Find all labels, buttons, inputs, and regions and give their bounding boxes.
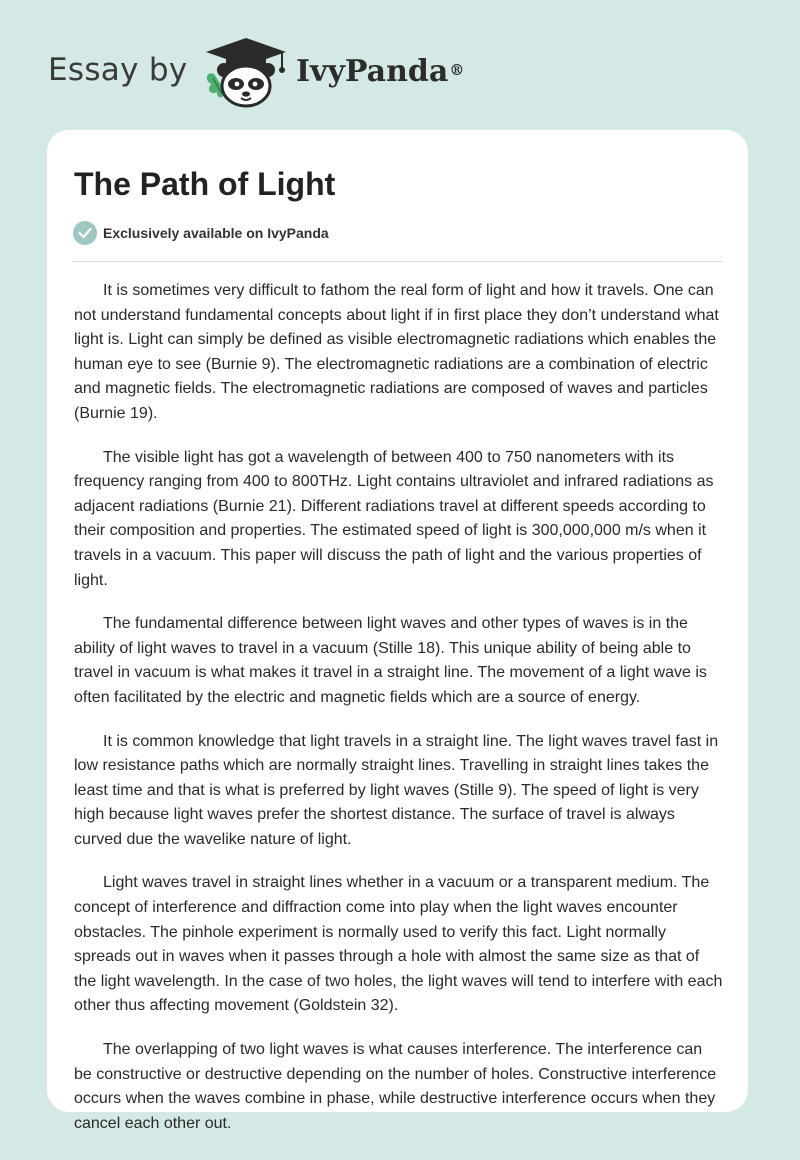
divider: [73, 261, 723, 262]
site-header: [0, 0, 800, 120]
panda-logo-icon[interactable]: [200, 34, 292, 108]
paragraph: It is common knowledge that light travels in a straight line. The light waves travel fast in low resistance paths which are normally straight lines. Travelling in straight lines takes the least time and that is what is preferred by light waves (Stille 9). The speed of light is very high because light waves prefer the shortest distance. The surface of travel is always curved due the wavelike nature of light.: [74, 732, 719, 848]
exclusive-badge: [73, 221, 329, 245]
check-icon: [73, 221, 97, 245]
paragraph: The overlapping of two light waves is what causes interference. The interference can be constructive or destructive depending on the number of holes. Constructive interference occurs when the waves combine in phase, while destructive interference occurs when they cancel each other out.: [74, 1041, 717, 1132]
essay-body: [74, 279, 724, 1155]
exclusive-badge-label: Exclusively available on IvyPanda: [103, 225, 329, 241]
panda-face-icon: [217, 63, 275, 106]
brand-name[interactable]: [296, 52, 464, 92]
paragraph: It is sometimes very difficult to fathom the real form of light and how it travels. One can not understand fundamental concepts about light if in first place they don’t understand what light is. Light can simply be defined as visible electromagnetic radiations which enables the human eye to see (Burnie 9). The electromagnetic radiations are a combination of electric and magnetic fields. The electromagnetic radiations are composed of waves and particles (Burnie 19).: [74, 282, 719, 422]
paragraph: The visible light has got a wavelength of between 400 to 750 nanometers with its frequency ranging from 400 to 800THz. Light contains ultraviolet and infrared radiations as adjacent radiations (Burnie 21). Different radiations travel at different speeds according to their composition and properties. The estimated speed of light is 300,000,000 m/s when it travels in a vacuum. This paper will discuss the path of light and the various properties of light.: [74, 448, 714, 589]
essay-card: [47, 130, 748, 1132]
essay-by-label: Essay by: [48, 52, 188, 88]
paragraph: The fundamental difference between light waves and other types of waves is in the ability of light waves to travel in a vacuum (Stille 18). This unique ability of being able to travel in vacuum is what makes it travel in a straight line. The movement of a light wave is often facilitated by the electric and magnetic fields which are a source of energy.: [74, 615, 707, 706]
page-title: The Path of Light: [74, 166, 336, 202]
registered-mark: ®: [449, 61, 465, 79]
brand-text: IvyPanda: [296, 54, 449, 89]
paragraph: Light waves travel in straight lines whether in a vacuum or a transparent medium. The concept of interference and diffraction come into play when the light waves encounter obstacles. The pinhole experiment is normally used to verify this fact. Light normally spreads out in waves when it passes through a hole with almost the same size as that of the light wavelength. In the case of two holes, the light waves will tend to interfere with each other thus affecting movement (Goldstein 32).: [74, 874, 723, 1015]
